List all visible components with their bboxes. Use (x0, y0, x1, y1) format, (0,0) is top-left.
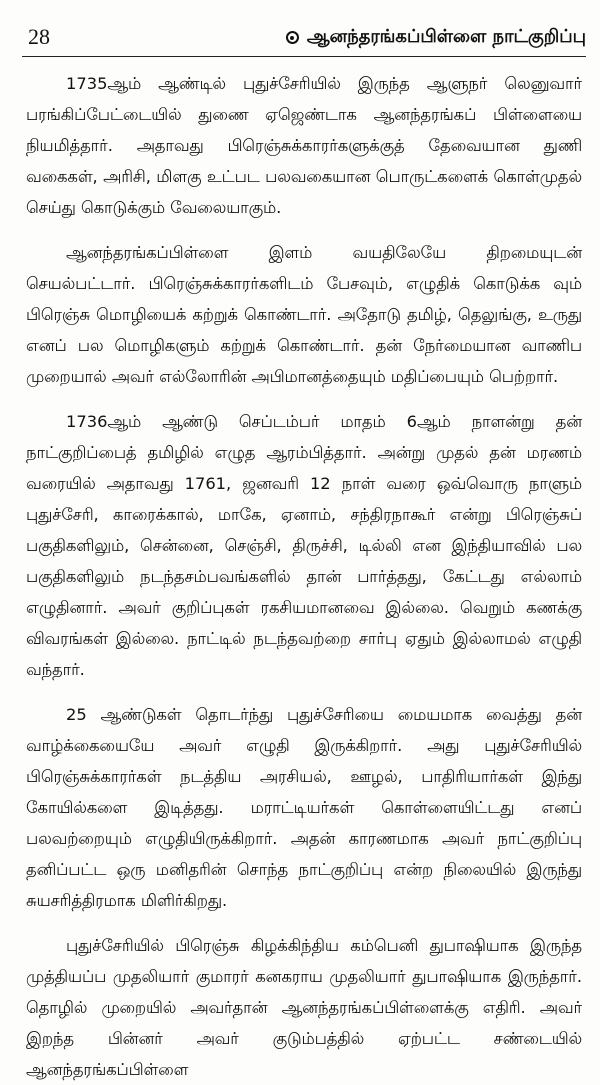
page-number: 28 (28, 24, 50, 49)
page-header (22, 22, 586, 56)
paragraph-5: புதுச்சேரியில் பிரெஞ்சு கிழக்கிந்திய கம்பெனி துபாஷியாக இருந்த முத்தியப்ப முதலியார் குமாரர் கனகராய முதலியார் துபாஷியாக இருந்தார். தொழில் முறையில் அவர்தான் ஆனந்தரங்கப்பிள்ளைக்கு எதிரி. அவர் இறந்த பின்னர் அவர் குடும்பத்தில் ஏற்பட்ட சண்டையில் ஆனந்தரங்கப்பிள்ளை (26, 936, 582, 1079)
page-body (26, 68, 582, 1085)
circle-bullet-icon (286, 31, 299, 44)
running-title (286, 26, 586, 49)
paragraph-4: 25 ஆண்டுகள் தொடர்ந்து புதுச்சேரியை மையமாக வைத்து தன் வாழ்க்கையையே அவர் எழுதி இருக்கிறார். அது புதுச்சேரியில் பிரெஞ்சுக்காரர்கள் நடத்திய அரசியல், ஊழல், பாதிரியார்கள் இந்து கோயில்களை இடித்தது. மராட்டியர்கள் கொள்ளையிட்டது எனப் பலவற்றையும் எழுதியிருக்கிறார். அதன் காரணமாக அவர் நாட்குறிப்பு தனிப்பட்ட ஒரு மனிதரின் சொந்த நாட்குறிப்பு என்ற நிலையில் இருந்து சுயசரித்திரமாக மிளிர்கிறது. (26, 705, 582, 910)
paragraph-1: 1735ஆம் ஆண்டில் புதுச்சேரியில் இருந்த ஆளுநர் லெனுவார் பரங்கிப்பேட்டையில் துணை ஏஜெண்டாக ஆனந்தரங்கப் பிள்ளையை நியமித்தார். அதாவது பிரெஞ்சுக்காரர்களுக்குத் தேவையான துணி வகைகள், அரிசி, மிளகு உட்பட பலவகையான பொருட்களைக் கொள்முதல் செய்து கொடுக்கும் வேலையாகும். (26, 74, 582, 217)
paragraph-3: 1736ஆம் ஆண்டு செப்டம்பர் மாதம் 6ஆம் நாளன்று தன் நாட்குறிப்பைத் தமிழில் எழுத ஆரம்பித்தார். அன்று முதல் தன் மரணம் வரையில் அதாவது 1761, ஜனவரி 12 நாள் வரை ஒவ்வொரு நாளும் புதுச்சேரி, காரைக்கால், மாகே, ஏனாம், சந்திரநாகூர் என்று பிரெஞ்சுப் பகுதிகளிலும், சென்னை, செஞ்சி, திருச்சி, டில்லி என இந்தியாவில் பல பகுதிகளிலும் நடந்தசம்பவங்களில் தான் பார்த்தது, கேட்டது எல்லாம் எழுதினார். அவர் குறிப்புகள் ரகசியமானவை இல்லை. வெறும் கணக்கு விவரங்கள் இல்லை. நாட்டில் நடந்தவற்றை சார்பு ஏதும் இல்லாமல் எழுதி வந்தார். (26, 412, 582, 679)
paragraph-2: ஆனந்தரங்கப்பிள்ளை இளம் வயதிலேயே திறமையுடன் செயல்பட்டார். பிரெஞ்சுக்காரர்களிடம் பேசவும், எழுதிக் கொடுக்க வும் பிரெஞ்சு மொழியைக் கற்றுக் கொண்டார். அதோடு தமிழ், தெலுங்கு, உருது எனப் பல மொழிகளும் கற்றுக் கொண்டார். தன் நேர்மையான வாணிப முறையால் அவர் எல்லோரின் அபிமானத்தையும் மதிப்பையும் பெற்றார். (26, 243, 582, 386)
header-rule (22, 56, 586, 57)
running-title-text: ஆனந்தரங்கப்பிள்ளை நாட்குறிப்பு (306, 26, 586, 47)
